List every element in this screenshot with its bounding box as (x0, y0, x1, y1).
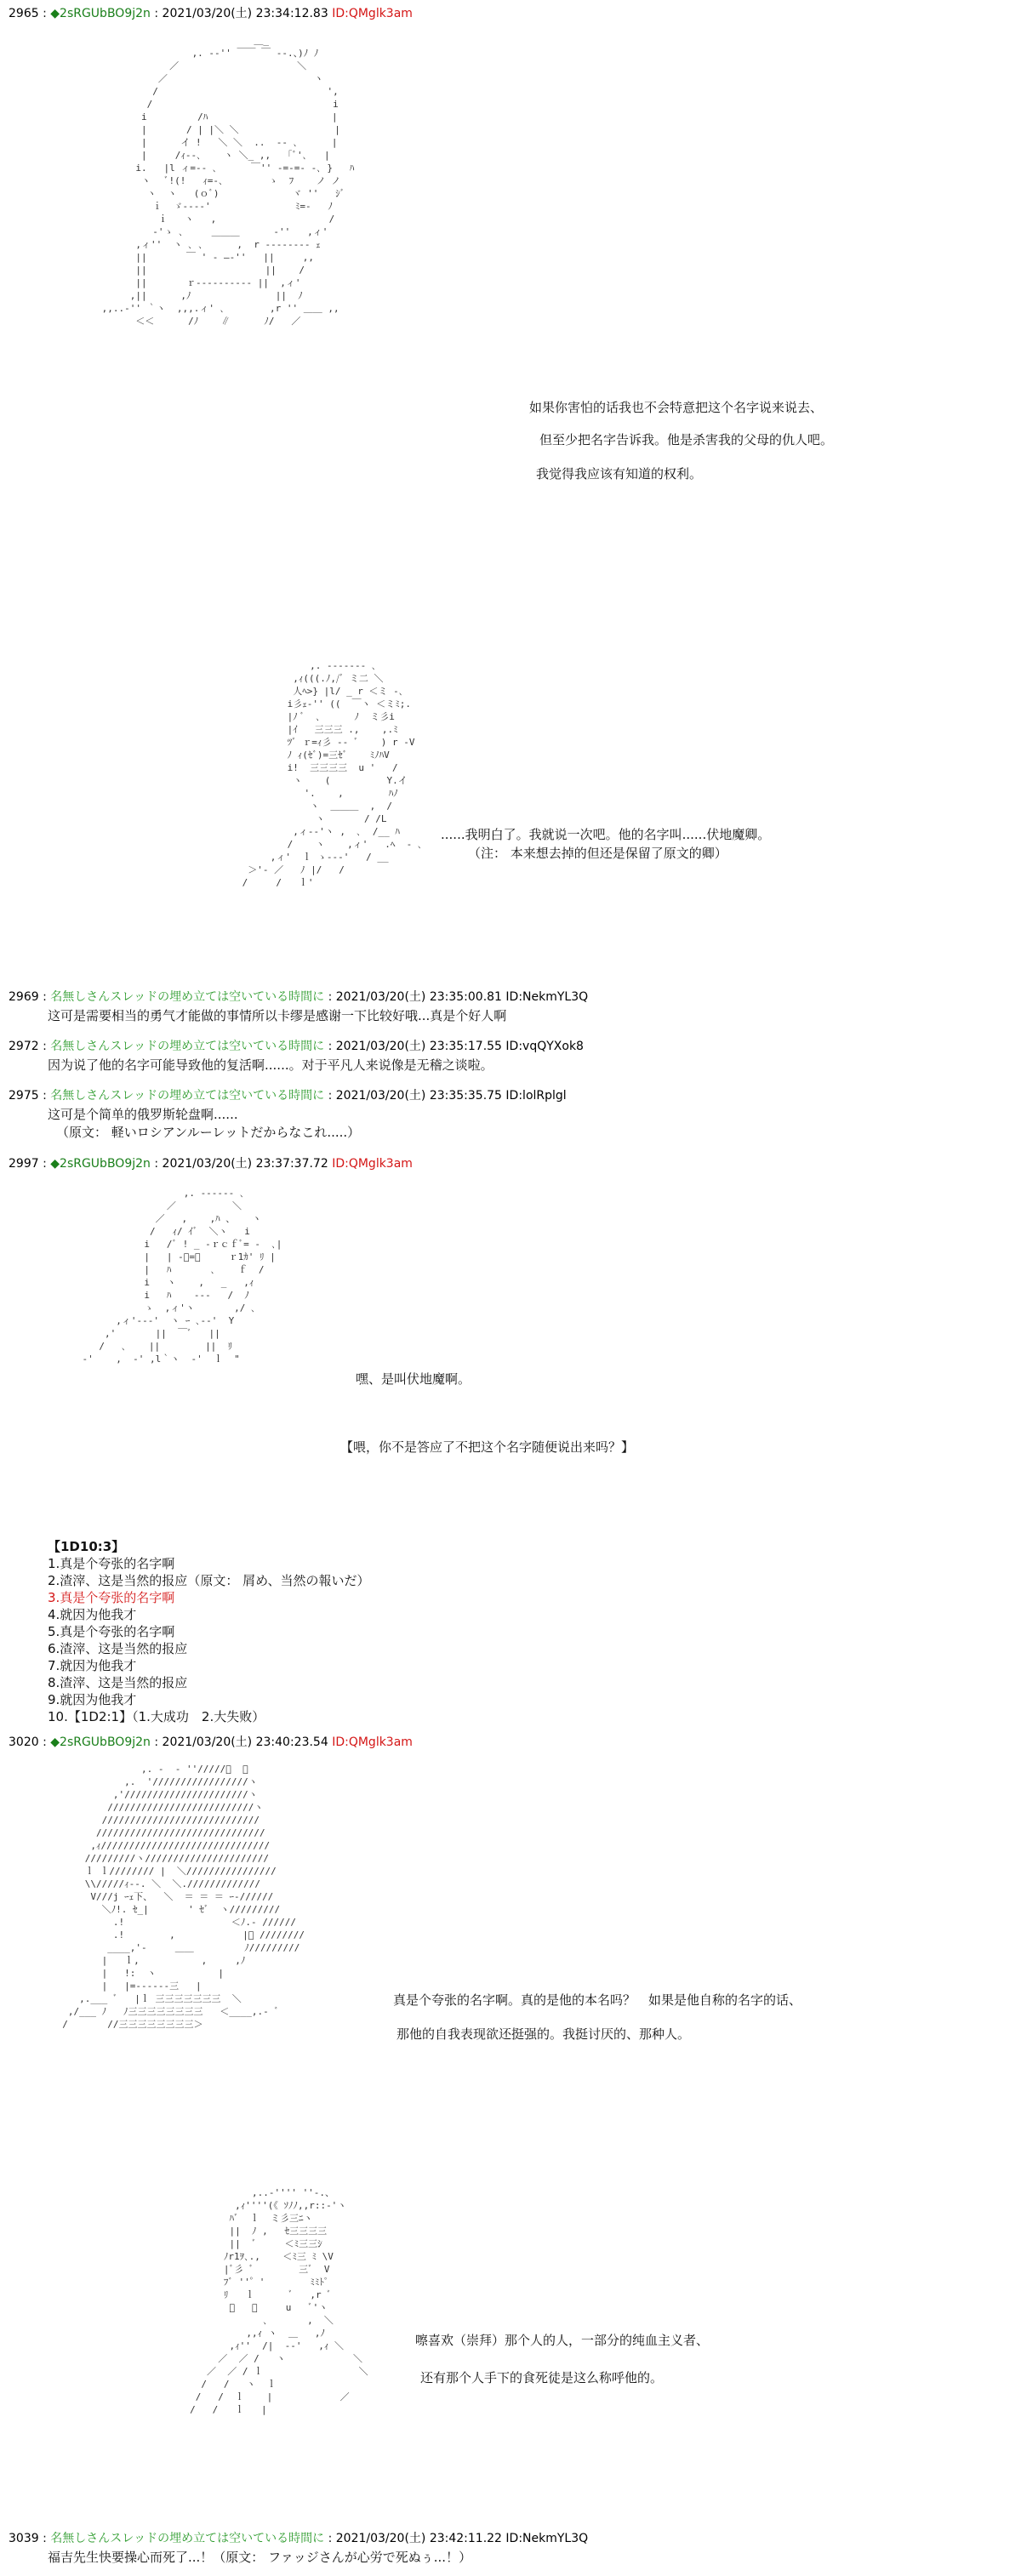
choice-item: 9.就因为他我才 (48, 1692, 137, 1707)
choice-item: 10.【1D2:1】（1.大成功 2.大失败） (48, 1709, 265, 1724)
post-id[interactable]: ID:QMglk3am (332, 1735, 413, 1749)
post-date: 2021/03/20(土) 23:35:17.55 (335, 1040, 502, 1053)
post-name: 名無しさんスレッドの埋め立ては空いている時間に (50, 2532, 325, 2545)
choice-item-selected: 3.真是个夸张的名字啊 (48, 1590, 175, 1605)
post-header-2965: 2965 : ◆2sRGUbBO9j2n : 2021/03/20(土) 23:34:12.83 ID:QMglk3am (9, 7, 413, 20)
choice-item: 4.就因为他我才 (48, 1607, 137, 1622)
post-trip: ◆2sRGUbBO9j2n (50, 7, 151, 20)
speech-line: （注： 本来想去掉的但还是保留了原文的卿） (468, 846, 727, 861)
post-body: 因为说了他的名字可能导致他的复活啊......。对于平凡人来说像是无稽之谈啦。 (48, 1057, 493, 1073)
post-number[interactable]: 2975 (9, 1089, 39, 1103)
post-trip: ◆2sRGUbBO9j2n (50, 1157, 151, 1171)
ascii-art-harry-3: ,. - ‐ ''/////ﾞ ､ ,. '/////////////////ヽ ,'//////////////////////ヽ //////////////////////////ヽ //////////////////////////// ////////////////////////////// ,ｨ////////////////////////////// /////////ヽ////////////////////// ｌ ｌ//////// | ＼//////////////// \\/////ｨ‐‐. ＼ ＼.///////////// V///j ｰｪ下、 ＼ ＝ ＝ ＝ ｰ-////// ＼ﾉ!. ｾ_| ' ｾﾞ ヽ///////// .! ＜ﾉ.- ////// .! , |ﾞ //////// ____,'‐ ＿＿ ﾉ///////// | ｌ, , ,ﾉ | !: ヽ | | |=‐‐‐‐‐‐三 | ,.___ ﾞ |ｌ 三三三三三三三 ＼ ,/___ ﾉ ﾉ三三三三三三三三 ＜____,.- ﾞ / //三三三三三三三三＞ (62, 1764, 305, 2030)
choice-item: 6.渣滓、这是当然的报应 (48, 1641, 188, 1656)
speech-line: 嘿、是叫伏地魔啊。 (356, 1371, 471, 1387)
dice-choice-list (48, 1538, 369, 1725)
choice-item: 2.渣滓、这是当然的报应（原文： 屑め、当然の報いだ） (48, 1573, 370, 1588)
speech-line: 还有那个人手下的食死徒是这么称呼他的。 (420, 2370, 664, 2385)
post-number[interactable]: 2997 (9, 1157, 39, 1171)
speech-line: ......我明白了。我就说一次吧。他的名字叫......伏地魔卿。 (441, 827, 771, 842)
post-body: 这可是个简单的俄罗斯轮盘啊...... (48, 1107, 238, 1122)
post-date: 2021/03/20(土) 23:35:35.75 (335, 1089, 502, 1103)
post-id[interactable]: ID:NekmYL3Q (505, 2532, 589, 2545)
speech-line: 我觉得我应该有知道的权利。 (536, 466, 703, 482)
ascii-art-harry-1: ＿_ ,. -‐'' ￣￣ ￣ ‐-.、)ﾉ ﾉ ／ ＼ ／ ヽ / ', / i i /ﾊ | | / | |＼ ＼ | | イ ! ＼ ＼ .. ‐- ､ | | /ｨ‐-､ ヽ ＼_ ,, ｢ﾞ'､ | i. |l ィ=-‐ ､ ￣'' -=‐=‐ ‐､ } ﾊ ヽ ﾞ!(! ｨ=-､ ゝ ﾌ ノ ノ ヽ ヽ (ｏﾞ) ヾ '' ｼﾞ ｉ ゞ-‐‐‐' ﾐ=‐ ﾉ ｉ ヽ , / ‐'ゝ ､ ＿＿＿ ‐'' ,ィ' ,ィ'' ヽ ､ ､ , r ‐‐‐‐‐‐‐‐ ｪ || ￣ ' ‐ ―‐'' || ,, || || / || ｒ‐-‐‐‐‐‐‐‐‐ || ,ィ' ,|| ,ﾉ || ﾉ ,,..-'' ｀ヽ ,,,.ィ' ､ ,r '' ＿＿ ,, ＜＜ /ﾉ ∥ ﾉ/ ／ (101, 35, 355, 327)
post-date: 2021/03/20(土) 23:34:12.83 (162, 7, 328, 20)
post-name: 名無しさんスレッドの埋め立ては空いている時間に (50, 1040, 325, 1053)
post-name: 名無しさんスレッドの埋め立ては空いている時間に (50, 1089, 325, 1103)
post-header-3039: 3039 : 名無しさんスレッドの埋め立ては空いている時間に : 2021/03/20(土) 23:42:11.22 ID:NekmYL3Q (9, 2532, 589, 2545)
post-header-2972: 2972 : 名無しさんスレッドの埋め立ては空いている時間に : 2021/03/20(土) 23:35:17.55 ID:vqQYXok8 (9, 1040, 584, 1053)
post-id[interactable]: ID:QMglk3am (332, 1157, 413, 1171)
ascii-art-harry-2: ,. -‐‐‐‐‐ ､ ／ ＼ ／ , ,ﾊ 、 ヽ / ｨ/ ｲﾞ ＼ヽ i i /ﾞ ! _ ‐ｒｃｆﾞ= ‐ ､| | | ‐ﾞ=ﾞ ｒ1ｶ' ﾘ | | ﾊ ､ ｆ / i ヽ , _ ,ｨ i ﾊ ‐‐‐ / ﾉ ゝ ,ィ'ヽ ,/ ､ ,ィ'‐‐-' ヽ ｰ ､‐‐' Y ,' || ￣ﾞ || / ､ || || ﾘ ‐' , ‐' ,l｀ヽ ‐' ｌ " (82, 1188, 282, 1365)
post-header-2975: 2975 : 名無しさんスレッドの埋め立ては空いている時間に : 2021/03/20(土) 23:35:35.75 ID:lolRplgl (9, 1089, 567, 1103)
post-id[interactable]: ID:QMglk3am (332, 7, 413, 20)
speech-line: 那他的自我表现欲还挺强的。我挺讨厌的、那种人。 (396, 2026, 691, 2042)
speech-line: 如果你害怕的话我也不会特意把这个名字说来说去、 (529, 400, 824, 415)
speech-line: 但至少把名字告诉我。他是杀害我的父母的仇人吧。 (539, 432, 834, 447)
dice-roll: 【1D10:3】 (48, 1539, 125, 1554)
post-header-3020: 3020 : ◆2sRGUbBO9j2n : 2021/03/20(土) 23:40:23.54 ID:QMglk3am (9, 1735, 413, 1749)
choice-item: 7.就因为他我才 (48, 1658, 137, 1673)
post-header-2969: 2969 : 名無しさんスレッドの埋め立ては空いている時間に : 2021/03/20(土) 23:35:00.81 ID:NekmYL3Q (9, 990, 589, 1004)
post-number[interactable]: 2972 (9, 1040, 39, 1053)
choice-item: 1.真是个夸张的名字啊 (48, 1556, 175, 1571)
post-number[interactable]: 2965 (9, 7, 39, 20)
post-header-2997: 2997 : ◆2sRGUbBO9j2n : 2021/03/20(土) 23:37:37.72 ID:QMglk3am (9, 1157, 413, 1171)
speech-line: 嚓喜欢（崇拜）那个人的人，一部分的纯血主义者、 (415, 2333, 710, 2348)
post-number[interactable]: 3039 (9, 2532, 39, 2545)
post-date: 2021/03/20(土) 23:42:11.22 (335, 2532, 502, 2545)
post-name: 名無しさんスレッドの埋め立ては空いている時間に (50, 990, 325, 1004)
post-trip: ◆2sRGUbBO9j2n (50, 1735, 151, 1749)
post-number[interactable]: 3020 (9, 1735, 39, 1749)
post-date: 2021/03/20(土) 23:37:37.72 (162, 1157, 328, 1171)
post-id[interactable]: ID:lolRplgl (505, 1089, 567, 1103)
post-date: 2021/03/20(土) 23:40:23.54 (162, 1735, 328, 1749)
post-number[interactable]: 2969 (9, 990, 39, 1004)
choice-item: 8.渣滓、这是当然的报应 (48, 1675, 188, 1690)
choice-item: 5.真是个夸张的名字啊 (48, 1624, 175, 1639)
speech-line: 【喂，你不是答应了不把这个名字随便说出来吗？】 (340, 1439, 635, 1455)
ascii-art-russian-1: ,. -‐‐‐‐‐‐ ､ ,ｨ(((.ﾉ,/ﾞ ミ二 ＼ 人ﾍ>} |l/ _ r ＜ミ ‐､ i彡ｪ‐'' (( ￣ヽ ＜ミﾐ;. |ﾉ ﾞ ､ ﾉ ミ彡i |ｲ 三三三 ., ,.ﾐ ﾂﾞ ｒ=ｨ彡 ‐‐ ﾞ ) r ‐V ﾉ ｨ(ｾﾞ)=三ｾﾞ ﾐﾉﾊV i! 三三三三 u ' / ヽ ( Y.イ '. , ﾊﾉ ヽ ＿＿＿ , / ヽ / /L ,ィ‐‐'ヽ , ､ /__ ﾊ / ヽ ,ィ' .ﾍ ‐ ､ ,ィ' ｌ ゝ‐‐‐' / __ ＞'‐ ／ ﾉ |/ / / / ｌ' (242, 660, 423, 888)
ascii-art-russian-2: ,..‐'''' ''‐.、 ,ｨ''''(《 ｿﾉﾉ,,r::‐'ヽ ﾊﾞ ｌ ミ彡三ﾆヽ || ﾉ , ｾ三三三三 || ﾞ ＜ﾐ三三ｼ ﾉr1ｦ､., ＜ﾐ三 ﾐ \V |ﾞ彡 ﾞ 三ﾞ V ﾌﾞ ''゜' ﾐﾐﾄﾟ ﾘ ｌ ﾞ ,r ﾞ ﾞ ､ u ﾞ'ヽ ､ , ＼ ,,ｨ ヽ ＿ ,ﾉ ,ｨ'' /| ‐‐' ,ｨ ＼ ／ ／ / ヽ ＼ ／ ／ / ｌ ＼ / / ヽ ｌ / / ｌ | ／ / / ｌ | (190, 2187, 368, 2415)
post-body-note: （原文： 軽いロシアンルーレットだからなこれ.....） (56, 1125, 361, 1140)
post-id[interactable]: ID:vqQYXok8 (505, 1040, 584, 1053)
speech-line: 真是个夸张的名字啊。真的是他的本名吗？ 如果是他自称的名字的话、 (393, 1992, 802, 2008)
post-id[interactable]: ID:NekmYL3Q (505, 990, 589, 1004)
post-body: 这可是需要相当的勇气才能做的事情所以卡缪是感谢一下比较好哦...真是个好人啊 (48, 1008, 507, 1023)
post-body: 福吉先生快要操心而死了...！（原文： ファッジさんが心労で死ぬぅ...！） (48, 2550, 472, 2565)
post-date: 2021/03/20(土) 23:35:00.81 (335, 990, 502, 1004)
